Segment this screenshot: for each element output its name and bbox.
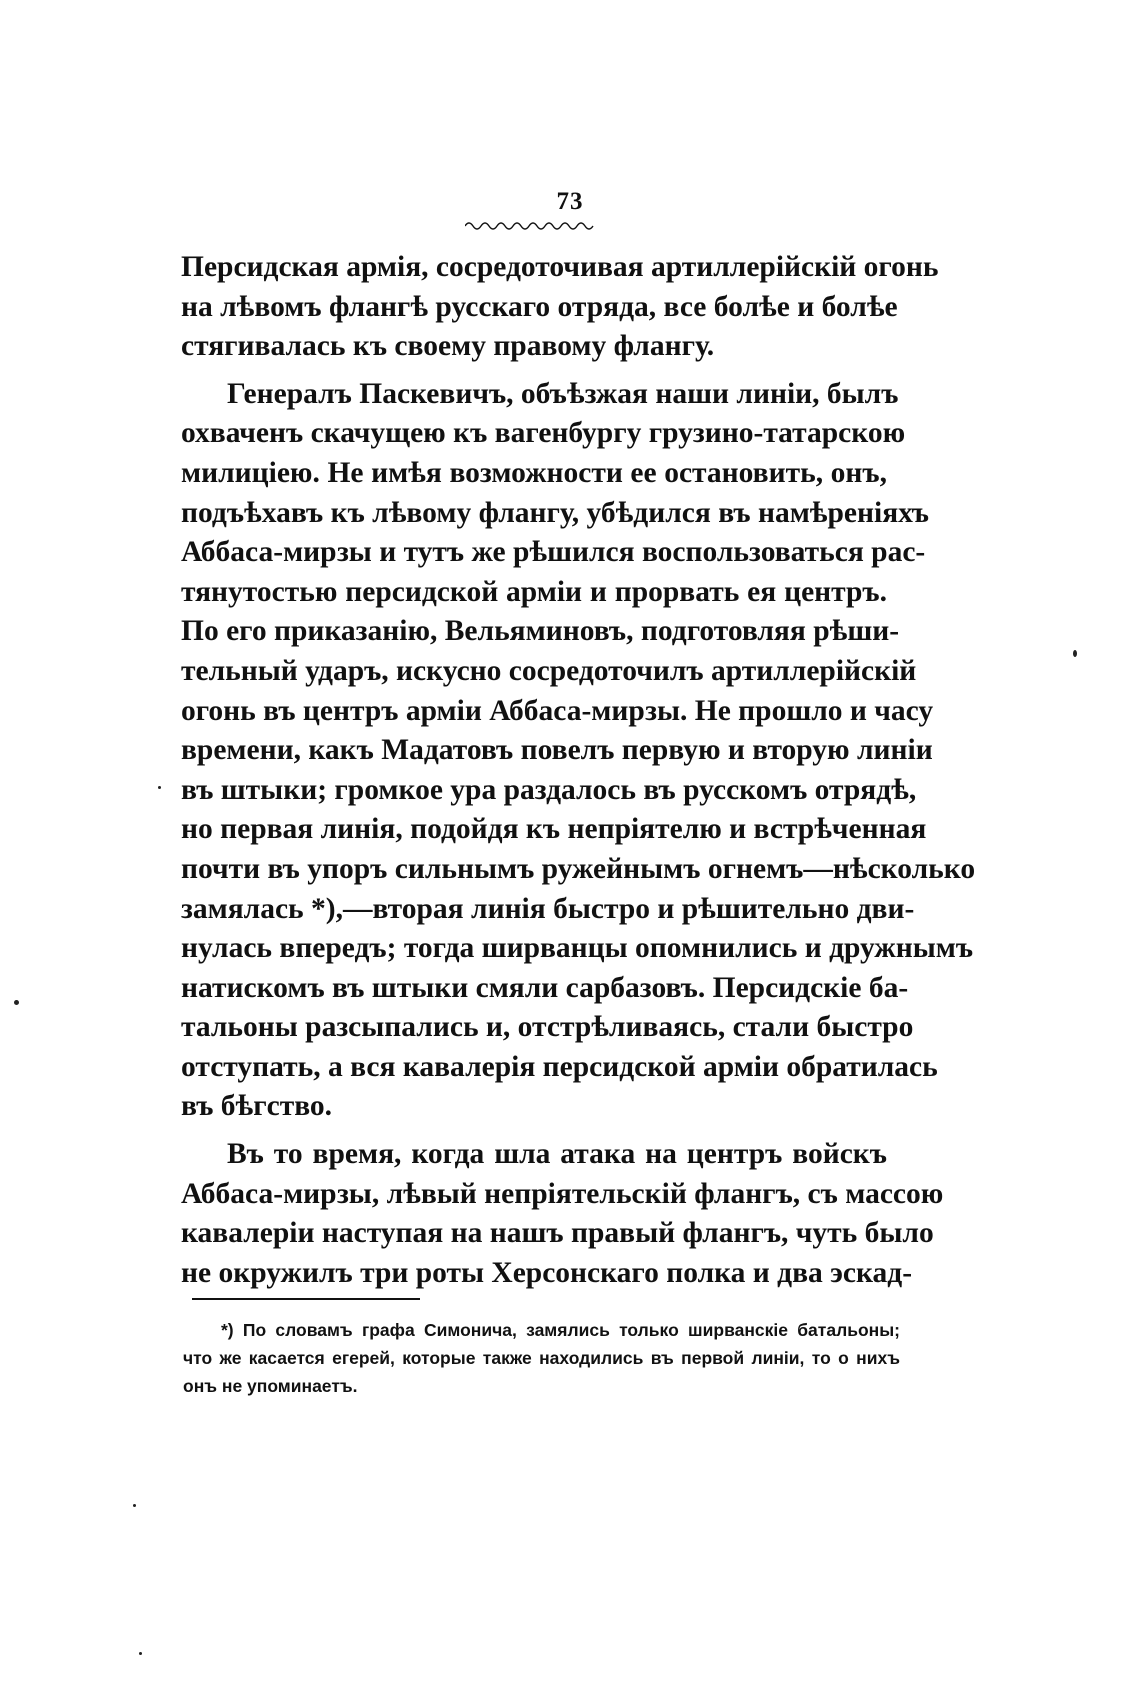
text-line: По его приказанію, Вельяминовъ, подготовляя рѣши-	[181, 615, 900, 648]
text-line: нулась впередъ; тогда ширванцы опомнились и дружнымъ	[181, 932, 974, 965]
text-line: на лѣвомъ флангѣ русскаго отряда, все болѣе и болѣе	[181, 290, 898, 323]
footnote-line: онъ не упоминаетъ.	[183, 1376, 358, 1396]
text-line: тальоны разсыпались и, отстрѣливаясь, стали быстро	[181, 1011, 914, 1044]
text-line: милиціею. Не имѣя возможности ее остановить, онъ,	[181, 456, 887, 489]
text-line: Аббаса-мирзы и тутъ же рѣшился воспользоваться рас-	[181, 536, 926, 569]
text-line: замялась *),—вторая линія быстро и рѣшительно дви-	[181, 892, 915, 925]
text-line: не окружилъ три роты Херсонскаго полка и два эскад-	[181, 1256, 913, 1289]
footnote-line: что же касается егерей, которые также находились въ первой линіи, то о нихъ	[183, 1348, 900, 1368]
footnote	[183, 1316, 900, 1400]
text-line: почти въ упоръ сильнымъ ружейнымъ огнемъ—нѣсколько	[181, 852, 976, 885]
text-line: огонь въ центръ арміи Аббаса-мирзы. Не прошло и часу	[181, 694, 934, 727]
scan-speck	[158, 786, 161, 789]
scan-speck	[14, 1000, 19, 1005]
text-line: Аббаса-мирзы, лѣвый непріятельскій флангъ, съ массою	[181, 1177, 944, 1210]
text-line: тельный ударъ, искусно сосредоточилъ артиллерійскій	[181, 654, 917, 687]
text-line: въ штыки; громкое ура раздалось въ русскомъ отрядѣ,	[181, 773, 917, 806]
text-line: охваченъ скачущею къ вагенбургу грузино-татарскою	[181, 417, 906, 450]
main-text	[181, 248, 976, 1293]
text-line: кавалеріи наступая на нашъ правый флангъ, чуть было	[181, 1217, 934, 1250]
scan-speck	[133, 1504, 136, 1507]
text-line: натискомъ въ штыки смяли сарбазовъ. Персидскіе ба-	[181, 971, 909, 1004]
text-line: въ бѣгство.	[181, 1090, 333, 1123]
scan-speck	[1073, 650, 1077, 657]
text-line: Въ то время, когда шла атака на центръ войскъ	[227, 1138, 887, 1171]
wavy-ornament-divider	[465, 218, 595, 230]
scan-speck	[139, 1652, 142, 1655]
footnote-line: *) По словамъ графа Симонича, замялись только ширванскіе батальоны;	[221, 1320, 900, 1340]
text-line: отступать, а вся кавалерія персидской арміи обратилась	[181, 1050, 938, 1083]
text-line: Генералъ Паскевичъ, объѣзжая наши линіи, былъ	[227, 377, 899, 410]
footnote-separator	[192, 1298, 420, 1300]
text-line: но первая линія, подойдя къ непріятелю и встрѣченная	[181, 813, 927, 846]
text-line: тянутостью персидской арміи и прорвать ея центръ.	[181, 575, 887, 608]
text-line: времени, какъ Мадатовъ повелъ первую и вторую линіи	[181, 734, 933, 767]
text-line: подъѣхавъ къ лѣвому флангу, убѣдился въ намѣреніяхъ	[181, 496, 929, 529]
page-number: 73	[556, 188, 584, 215]
text-line: стягивалась къ своему правому флангу.	[181, 330, 715, 363]
text-line: Персидская армія, сосредоточивая артиллерійскій огонь	[181, 251, 939, 283]
